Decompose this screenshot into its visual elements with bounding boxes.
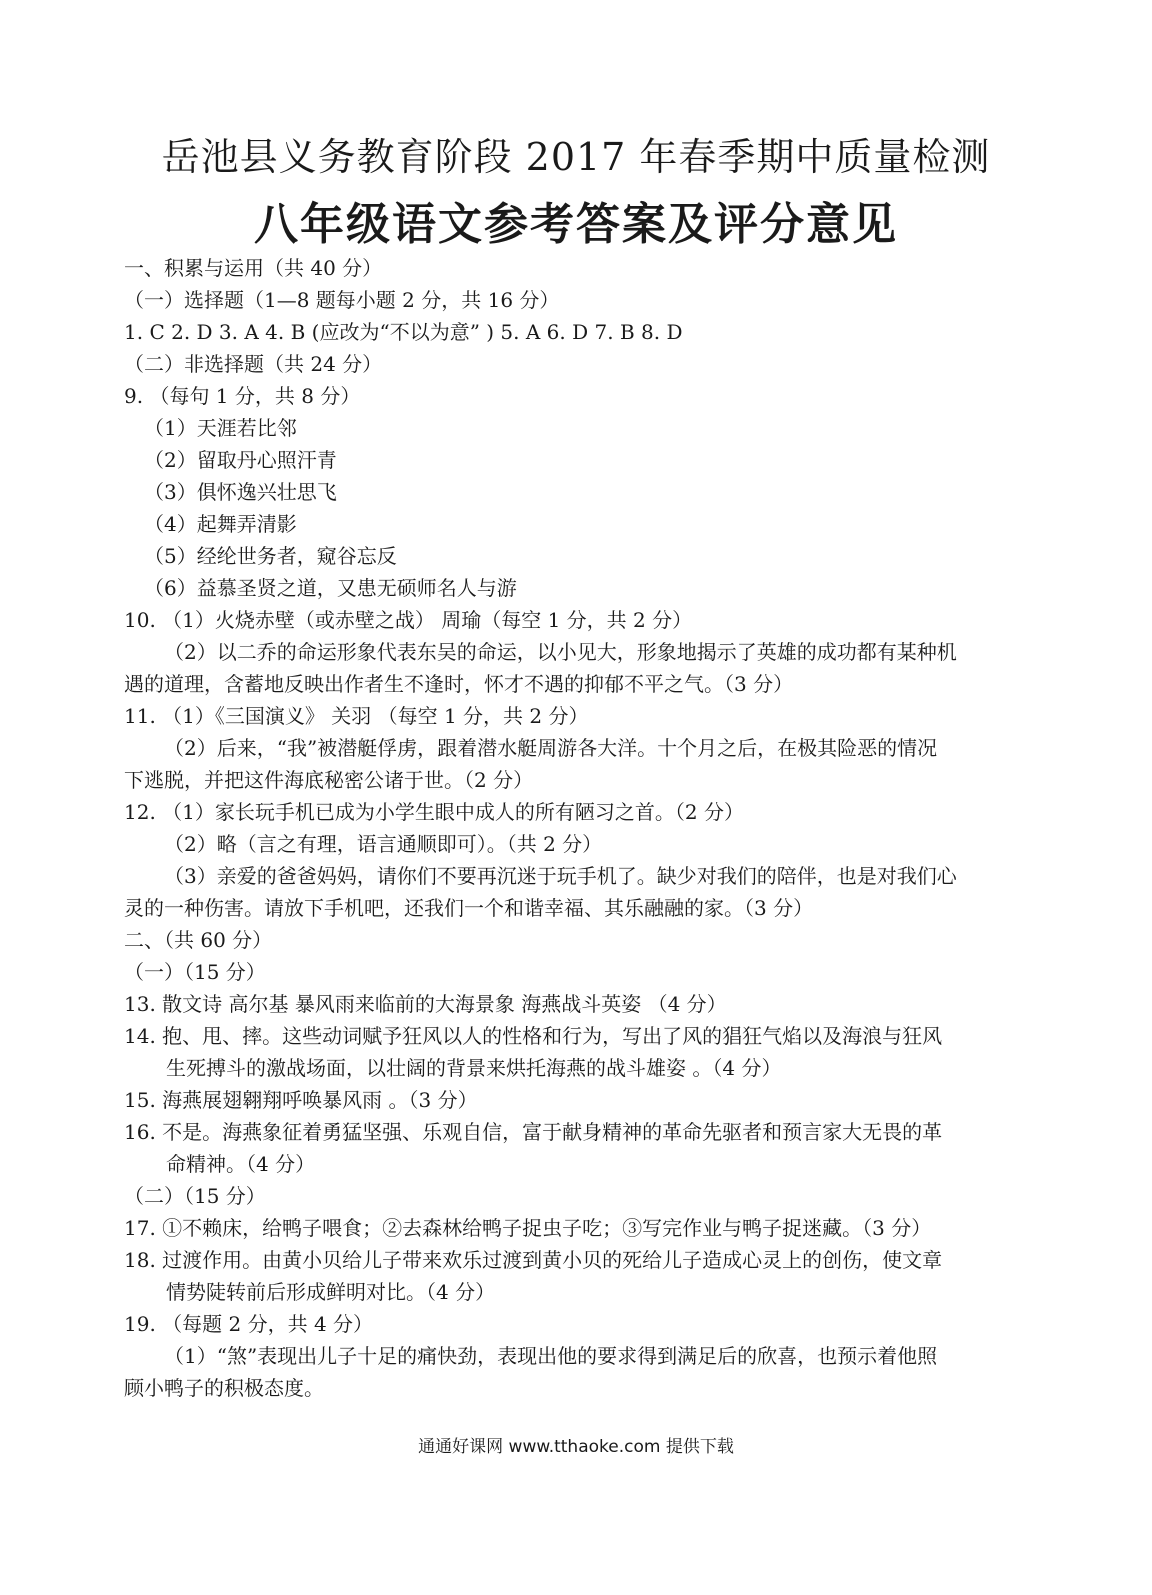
answer-line: 16. 不是。海燕象征着勇猛坚强、乐观自信，富于献身精神的革命先驱者和预言家大无畏的革 (124, 1120, 943, 1144)
answer-line: （2）后来，“我”被潜艇俘虏，跟着潜水艇周游各大洋。十个月之后，在极其险恶的情况 (164, 736, 938, 760)
answer-line: 12. （1）家长玩手机已成为小学生眼中成人的所有陋习之首。（2 分） (124, 800, 744, 824)
answer-line: 下逃脱，并把这件海底秘密公诸于世。（2 分） (124, 768, 534, 792)
question-heading: 9. （每句 1 分，共 8 分） (124, 384, 361, 408)
subsection-heading: （一）选择题（1—8 题每小题 2 分，共 16 分） (124, 288, 560, 312)
answer-line: 11. （1）《三国演义》 关羽 （每空 1 分，共 2 分） (124, 704, 589, 728)
answer-line: （3）亲爱的爸爸妈妈，请你们不要再沉迷于玩手机了。缺少对我们的陪伴，也是对我们心 (164, 864, 957, 888)
answer-line: 18. 过渡作用。由黄小贝给儿子带来欢乐过渡到黄小贝的死给儿子造成心灵上的创伤，使文章 (124, 1248, 943, 1272)
answer-line: （1）“煞”表现出儿子十足的痛快劲，表现出他的要求得到满足后的欣喜，也预示着他照 (164, 1344, 938, 1368)
answer-line: （2）留取丹心照汗青 (144, 448, 337, 472)
subsection-heading: （一）（15 分） (124, 960, 266, 984)
section-heading: 一、积累与运用（共 40 分） (124, 256, 383, 280)
answer-line: 命精神。（4 分） (166, 1152, 316, 1176)
footer-source-note: 通通好课网 www.tthaoke.com 提供下载 (418, 1437, 734, 1457)
answer-line: 10. （1）火烧赤壁（或赤壁之战） 周瑜（每空 1 分，共 2 分） (124, 608, 693, 632)
answer-line: （6）益慕圣贤之道，又患无硕师名人与游 (144, 576, 517, 600)
question-heading: 19. （每题 2 分，共 4 分） (124, 1312, 374, 1336)
answer-key-heading: 八年级语文参考答案及评分意见 (254, 199, 898, 250)
answer-line: 遇的道理，含蓄地反映出作者生不逢时，怀才不遇的抑郁不平之气。（3 分） (124, 672, 794, 696)
answer-line: 15. 海燕展翅翱翔呼唤暴风雨 。（3 分） (124, 1088, 478, 1112)
answer-line: 顾小鸭子的积极态度。 (124, 1376, 324, 1400)
answer-line: （4）起舞弄清影 (144, 512, 297, 536)
answer-line: 17. ①不赖床，给鸭子喂食；②去森林给鸭子捉虫子吃；③写完作业与鸭子捉迷藏。（3 分） (124, 1216, 932, 1240)
answer-line: 灵的一种伤害。请放下手机吧，还我们一个和谐幸福、其乐融融的家。（3 分） (124, 896, 814, 920)
section-heading: 二、（共 60 分） (124, 928, 273, 952)
exam-title: 岳池县义务教育阶段 2017 年春季期中质量检测 (161, 135, 991, 179)
answer-line: 13. 散文诗 高尔基 暴风雨来临前的大海景象 海燕战斗英姿 （4 分） (124, 992, 727, 1016)
answer-line: （2）略（言之有理，语言通顺即可）。（共 2 分） (164, 832, 603, 856)
answer-line: （1）天涯若比邻 (144, 416, 297, 440)
subsection-heading: （二）非选择题（共 24 分） (124, 352, 383, 376)
subsection-heading: （二）（15 分） (124, 1184, 266, 1208)
answer-line: （3）俱怀逸兴壮思飞 (144, 480, 337, 504)
answer-line: （2）以二乔的命运形象代表东吴的命运，以小见大，形象地揭示了英雄的成功都有某种机 (164, 640, 957, 664)
answer-line: （5）经纶世务者，窥谷忘反 (144, 544, 397, 568)
answer-line: 情势陡转前后形成鲜明对比。（4 分） (166, 1280, 496, 1304)
answer-line: 1. C 2. D 3. A 4. B (应改为“不以为意” ) 5. A 6. D 7. B 8. D (124, 320, 683, 344)
answer-line: 生死搏斗的激战场面，以壮阔的背景来烘托海燕的战斗雄姿 。（4 分） (166, 1056, 782, 1080)
answer-line: 14. 抱、甩、摔。这些动词赋予狂风以人的性格和行为，写出了风的猖狂气焰以及海浪与狂风 (124, 1024, 943, 1048)
